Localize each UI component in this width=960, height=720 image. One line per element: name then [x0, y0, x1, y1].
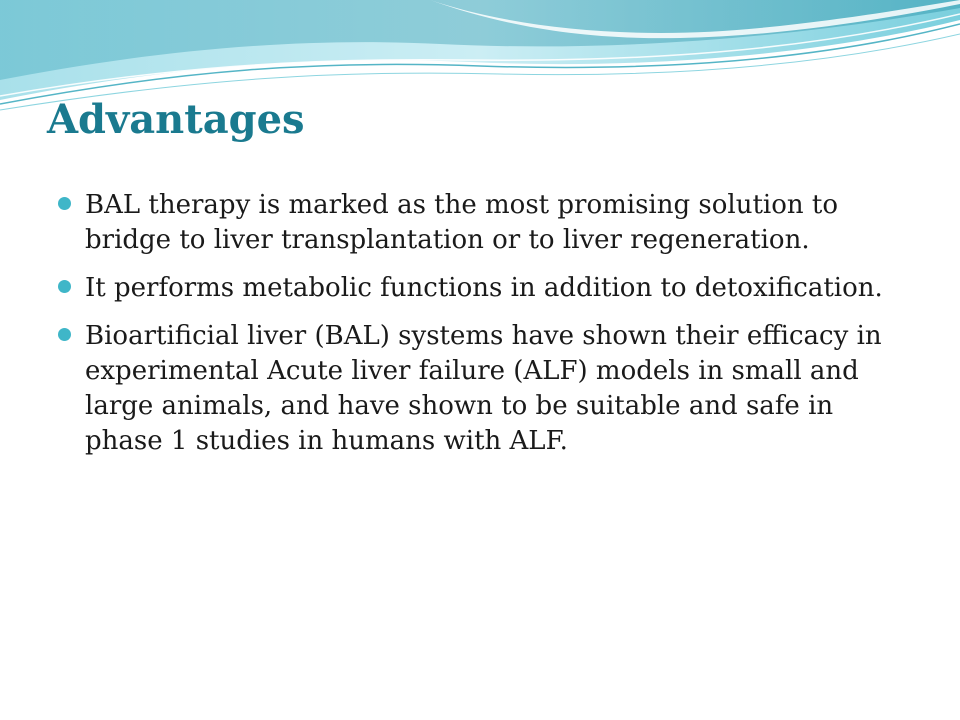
bullet-text: Bioartificial liver (BAL) systems have shown their efficacy in experimental Acute liver failure (ALF) models in small and large animals, and have shown to be suitable and safe in phase 1 studies in humans with ALF. [85, 321, 882, 456]
bullet-item [56, 188, 906, 258]
bullet-item [56, 271, 906, 306]
slide-title: Advantages [47, 96, 305, 143]
bullet-text: It performs metabolic functions in addition to detoxification. [85, 273, 883, 303]
bullet-text: BAL therapy is marked as the most promising solution to bridge to liver transplantation or to liver regeneration. [85, 190, 838, 255]
bullet-icon [58, 328, 71, 341]
bullet-list [56, 188, 906, 472]
bullet-item [56, 319, 906, 459]
bullet-icon [58, 197, 71, 210]
bullet-icon [58, 280, 71, 293]
